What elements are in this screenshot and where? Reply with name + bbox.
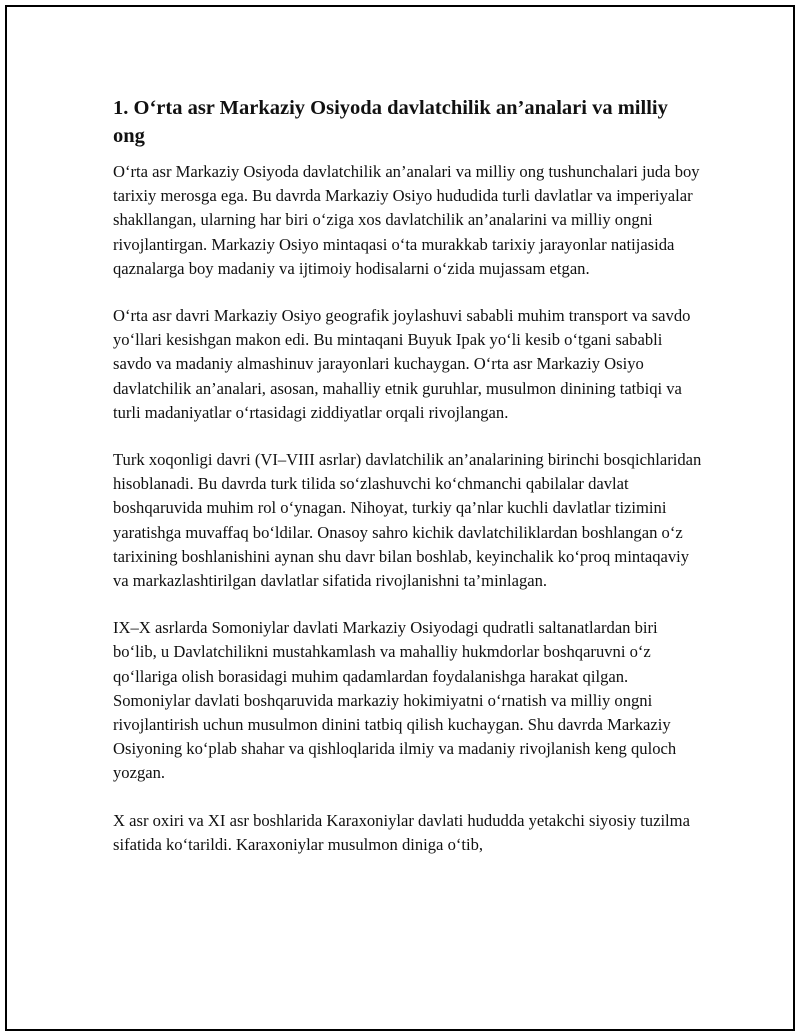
paragraph-4: IX–X asrlarda Somoniylar davlati Markaziy Osiyodagi qudratli saltanatlardan biri bo‘lib, u Davlatchilikni mustahkamlash va mahalliy hukmdorlar boshqaruvni o‘z qo‘llariga olish borasidagi muhim qadamlardan foydalanishga harakat qilgan. Somoniylar davlati boshqaruvida markaziy hokimiyatni o‘rnatish va milliy ongni rivojlantirish uchun musulmon dinini tatbiq qilish kuchaygan. Shu davrda Markaziy Osiyoning ko‘plab shahar va qishloqlarida ilmiy va madaniy rivojlanish keng quloch yozgan. bbox=[113, 618, 677, 783]
paragraph-3: Turk xoqonligi davri (VI–VIII asrlar) davlatchilik an’analarining birinchi bosqichlaridan hisoblanadi. Bu davrda turk tilida so‘zlashuvchi ko‘chmanchi qabilalar davlat boshqaruvida muhim rol o‘ynagan. Nihoyat, turkiy qa’nlar kuchli davlatlar tizimini yaratishga muvaffaq bo‘ldilar. Onasoy sahro kichik davlatchiliklardan boshlangan o‘z tarixining boshlanishini aynan shu davr bilan boshlab, keyinchalik ko‘proq mintaqaviy va markazlashtirilgan davlatlar sifatida rivojlanishni ta’minlagan. bbox=[113, 450, 702, 591]
paragraph-2: O‘rta asr davri Markaziy Osiyo geografik joylashuvi sababli muhim transport va savdo yo‘llari kesishgan makon edi. Bu mintaqani Buyuk Ipak yo‘li kesib o‘tgani sababli savdo va madaniy almashinuv jarayonlari kuchaygan. O‘rta asr Markaziy Osiyo davlatchilik an’analari, asosan, mahalliy etnik guruhlar, musulmon dinining tatbiqi va turli madaniyatlar o‘rtasidagi ziddiyatlar orqali rivojlangan. bbox=[113, 306, 691, 422]
section-heading: 1. O‘rta asr Markaziy Osiyoda davlatchilik an’analari va milliy ong bbox=[113, 97, 668, 147]
document-body bbox=[113, 94, 703, 880]
paragraph-5: X asr oxiri va XI asr boshlarida Karaxoniylar davlati hududda yetakchi siyosiy tuzilma sifatida ko‘tarildi. Karaxoniylar musulmon diniga o‘tib, bbox=[113, 810, 690, 854]
paragraph-1: O‘rta asr Markaziy Osiyoda davlatchilik an’analari va milliy ong tushunchalari juda boy tarixiy merosga ega. Bu davrda Markaziy Osiyo hududida turli davlatlar va imperiyalar shakllangan, ularning har biri o‘ziga xos davlatchilik an’analarini va milliy ongni rivojlantirgan. Markaziy Osiyo mintaqasi o‘ta murakkab tarixiy jarayonlar natijasida qaznalarga boy madaniy va ijtimoiy hodisalarni o‘zida mujassam etgan. bbox=[113, 162, 700, 278]
